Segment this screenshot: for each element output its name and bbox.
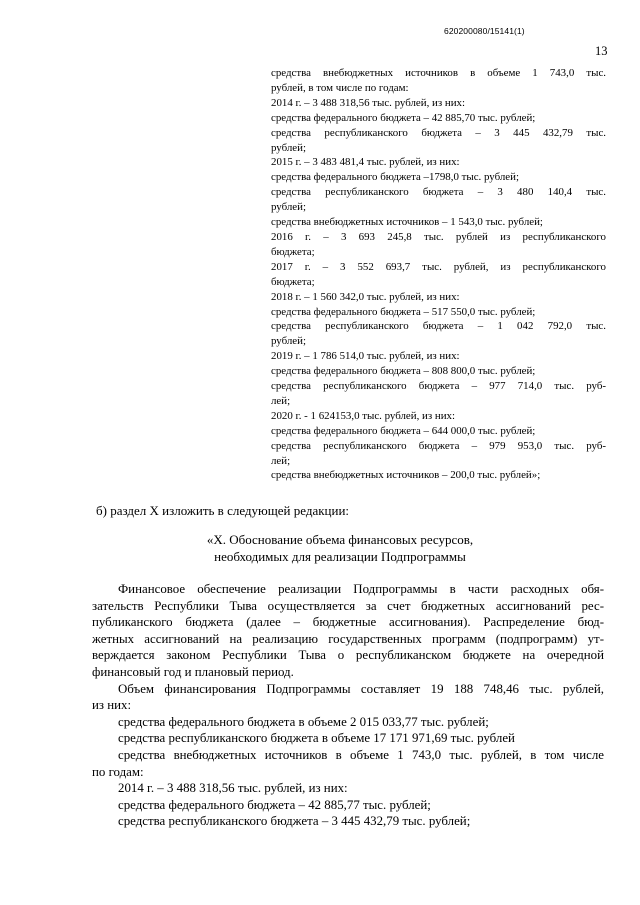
text-line: средства федерального бюджета –1798,0 тыс. рублей; (271, 171, 519, 184)
text-line: средства внебюджетных источников – 1 543,0 тыс. рублей; (271, 216, 543, 229)
text-line: средства республиканского бюджета – 3 445 432,79 тыс. (271, 126, 606, 139)
text-line: средства федерального бюджета – 808 800,0 тыс. рублей; (271, 365, 536, 378)
text-line: верждается законом Республики Тыва о республиканском бюджете на очередной (92, 648, 604, 663)
section-title (150, 531, 530, 565)
text-line: рублей; (271, 141, 306, 154)
text-line: средства внебюджетных источников в объеме 1 743,0 тыс. рублей, в том числе (118, 747, 604, 762)
text-line: средства федерального бюджета – 42 885,70 тыс. рублей; (271, 111, 536, 124)
text-line: бюджета; (271, 245, 315, 258)
text-line: средства республиканского бюджета – 979 953,0 тыс. руб- (271, 439, 606, 452)
text-line: 2014 г. – 3 488 318,56 тыс. рублей, из них: (271, 96, 466, 109)
text-line: средства федерального бюджета – 42 885,77 тыс. рублей; (118, 797, 431, 812)
text-line: рублей, в том числе по годам: (271, 81, 409, 94)
text-line: по годам: (92, 764, 144, 779)
text-line: средства республиканского бюджета – 3 445 432,79 тыс. рублей; (118, 814, 471, 829)
text-line: средства республиканского бюджета – 977 714,0 тыс. руб- (271, 380, 606, 393)
text-line: бюджета; (271, 275, 315, 288)
text-line: 2015 г. – 3 483 481,4 тыс. рублей, из них: (271, 156, 460, 169)
text-line: средства внебюджетных источников в объеме 1 743,0 тыс. (271, 67, 606, 79)
section-title-line: «X. Обоснование объема финансовых ресурсов, (206, 532, 474, 547)
text-line: средства федерального бюджета – 644 000,0 тыс. рублей; (271, 424, 536, 437)
text-line: рублей; (271, 201, 306, 214)
text-line: средства федерального бюджета – 517 550,0 тыс. рублей; (271, 305, 536, 318)
text-line: 2020 г. - 1 624153,0 тыс. рублей, из них: (271, 409, 456, 422)
text-line: лей; (271, 454, 291, 467)
text-line: 2016 г. – 3 693 245,8 тыс. рублей из республиканского (271, 230, 606, 243)
text-line: финансовый год и плановый период. (92, 664, 294, 679)
text-line: 2017 г. – 3 552 693,7 тыс. рублей, из республиканского (271, 260, 606, 273)
text-line: из них: (92, 698, 132, 713)
body-text (92, 581, 604, 830)
text-line: средства республиканского бюджета – 3 480 140,4 тыс. (271, 186, 606, 199)
text-line: средства республиканского бюджета – 1 042 792,0 тыс. (271, 320, 606, 333)
text-line: средства внебюджетных источников – 200,0 тыс. рублей»; (271, 469, 541, 482)
text-line: публиканского бюджета (далее – бюджетные ассигнования). Распределение бюд- (92, 615, 604, 630)
text-line: средства федерального бюджета в объеме 2 015 033,77 тыс. рублей; (118, 714, 489, 729)
text-line: рублей; (271, 335, 306, 348)
section-instruction: б) раздел X изложить в следующей редакции: (96, 503, 350, 518)
text-line: 2018 г. – 1 560 342,0 тыс. рублей, из них: (271, 290, 460, 303)
text-line: жетных ассигнований на реализацию государственных программ (подпрограмм) ут- (92, 631, 604, 646)
text-line: зательств Республики Тыва осуществляется за счет бюджетных ассигнований рес- (92, 598, 604, 613)
text-line: 2014 г. – 3 488 318,56 тыс. рублей, из них: (118, 781, 348, 796)
page-number: 13 (595, 44, 608, 58)
text-line: лей; (271, 394, 291, 407)
text-line: Объем финансирования Подпрограммы составляет 19 188 748,46 тыс. рублей, (118, 681, 604, 696)
funding-by-year-block (271, 66, 606, 483)
text-line: средства республиканского бюджета в объеме 17 171 971,69 тыс. рублей (118, 731, 515, 746)
text-line: Финансовое обеспечение реализации Подпрограммы в части расходных обя- (118, 582, 604, 596)
text-line: 2019 г. – 1 786 514,0 тыс. рублей, из них: (271, 350, 460, 363)
document-id: 620200080/15141(1) (444, 26, 525, 36)
section-title-line: необходимых для реализации Подпрограммы (214, 549, 466, 564)
